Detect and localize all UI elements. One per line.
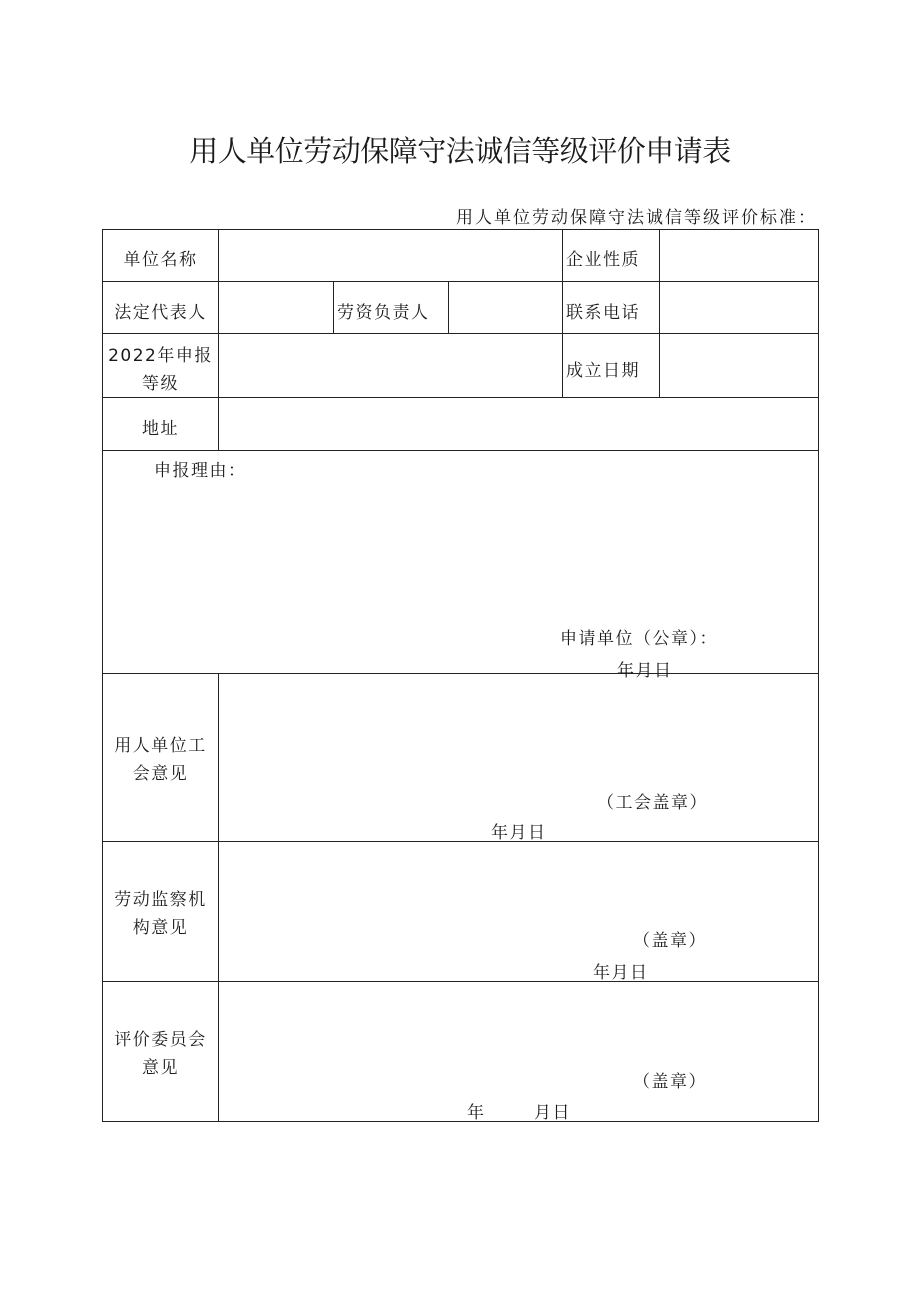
inspection-label-line1: 劳动监察机: [114, 890, 207, 910]
committee-seal-label: （盖章）: [633, 1072, 707, 1092]
union-date: 年月日: [491, 823, 547, 843]
reason-label: 申报理由：: [154, 461, 247, 481]
column-divider: [562, 229, 563, 398]
column-divider: [448, 281, 449, 334]
row-divider: [102, 450, 819, 451]
table-border-bottom: [102, 1121, 819, 1122]
union-label-line1: 用人单位工: [114, 736, 207, 756]
apply-level-label-line2: 等级: [142, 374, 179, 394]
column-divider: [218, 673, 219, 1122]
committee-label-line1: 评价委员会: [114, 1030, 207, 1050]
column-divider: [659, 229, 660, 398]
address-label: 地址: [142, 419, 179, 439]
page-title: 用人单位劳动保障守法诚信等级评价申请表: [189, 134, 731, 168]
inspection-date: 年月日: [593, 963, 649, 983]
row-divider: [102, 333, 819, 334]
evaluation-standard-label: 用人单位劳动保障守法诚信等级评价标准：: [456, 208, 817, 228]
inspection-label-line2: 构意见: [132, 918, 189, 938]
table-border-right: [818, 229, 819, 1122]
row-divider: [102, 281, 819, 282]
row-divider: [102, 841, 819, 842]
wage-manager-label: 劳资负责人: [337, 303, 430, 323]
committee-date-month-day: 月日: [534, 1103, 571, 1123]
enterprise-nature-label: 企业性质: [566, 250, 640, 270]
column-divider: [333, 281, 334, 334]
union-seal-label: （工会盖章）: [597, 793, 708, 813]
inspection-seal-label: （盖章）: [633, 931, 707, 951]
union-label-line2: 会意见: [132, 764, 189, 784]
row-divider: [102, 981, 819, 982]
committee-opinion-label: [103, 1026, 218, 1082]
unit-name-label: 单位名称: [123, 250, 198, 270]
legal-representative-label: 法定代表人: [114, 303, 207, 323]
established-date-label: 成立日期: [566, 361, 640, 381]
row-divider: [102, 673, 819, 674]
apply-level-label-line1: 2022年申报: [108, 346, 213, 366]
apply-level-label: [103, 342, 218, 398]
table-border-top: [102, 229, 819, 230]
column-divider: [218, 229, 219, 451]
applicant-date: 年月日: [617, 661, 673, 681]
committee-label-line2: 意见: [142, 1058, 179, 1078]
applicant-seal-label: 申请单位（公章）：: [560, 629, 718, 649]
committee-date-year: 年: [467, 1103, 486, 1123]
contact-phone-label: 联系电话: [566, 303, 640, 323]
union-opinion-label: [103, 732, 218, 788]
inspection-opinion-label: [103, 886, 218, 942]
